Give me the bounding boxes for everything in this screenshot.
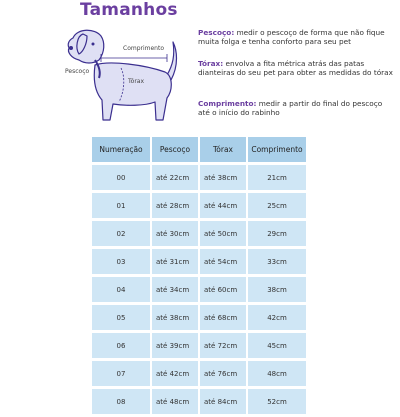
cell-pescoco: até 39cm	[152, 333, 198, 358]
cell-numeracao: 07	[92, 361, 150, 386]
label-comprimento: Comprimento	[123, 45, 165, 52]
cell-torax: até 54cm	[200, 249, 246, 274]
table-row	[92, 249, 306, 274]
header-pescoco: Pescoço	[152, 137, 198, 162]
table-row	[92, 333, 306, 358]
label-torax: Tórax	[128, 78, 145, 85]
table-row	[92, 305, 306, 330]
cell-comprimento: 33cm	[248, 249, 306, 274]
cell-torax: até 50cm	[200, 221, 246, 246]
cell-torax: até 84cm	[200, 389, 246, 414]
page-title: Tamanhos	[80, 0, 178, 20]
size-table	[92, 137, 306, 417]
cell-numeracao: 03	[92, 249, 150, 274]
header-torax: Tórax	[200, 137, 246, 162]
cell-numeracao: 02	[92, 221, 150, 246]
dog-illustration	[55, 20, 190, 135]
cell-comprimento: 21cm	[248, 165, 306, 190]
header-numeracao: Numeração	[92, 137, 150, 162]
cell-pescoco: até 42cm	[152, 361, 198, 386]
text-comprimento: medir a partir do final do pescoço até o início do rabinho	[198, 99, 383, 118]
cell-pescoco: até 38cm	[152, 305, 198, 330]
cell-pescoco: até 22cm	[152, 165, 198, 190]
table-row	[92, 361, 306, 386]
table-row	[92, 389, 306, 414]
table-row	[92, 165, 306, 190]
table-row	[92, 221, 306, 246]
cell-torax: até 76cm	[200, 361, 246, 386]
cell-pescoco: até 34cm	[152, 277, 198, 302]
cell-torax: até 44cm	[200, 193, 246, 218]
cell-numeracao: 06	[92, 333, 150, 358]
cell-torax: até 72cm	[200, 333, 246, 358]
table-row	[92, 277, 306, 302]
text-pescoco: medir o pescoço de forma que não fique muita folga e tenha conforto para seu pet	[198, 28, 385, 47]
cell-pescoco: até 31cm	[152, 249, 198, 274]
cell-comprimento: 45cm	[248, 333, 306, 358]
cell-comprimento: 25cm	[248, 193, 306, 218]
cell-pescoco: até 28cm	[152, 193, 198, 218]
cell-torax: até 60cm	[200, 277, 246, 302]
cell-pescoco: até 30cm	[152, 221, 198, 246]
label-pescoco: Pescoço	[65, 68, 90, 75]
header-comprimento: Comprimento	[248, 137, 306, 162]
term-torax: Tórax:	[198, 59, 224, 68]
description-torax	[198, 59, 396, 78]
cell-numeracao: 08	[92, 389, 150, 414]
cell-numeracao: 01	[92, 193, 150, 218]
description-comprimento	[198, 99, 396, 118]
table-body	[92, 165, 306, 414]
cell-numeracao: 00	[92, 165, 150, 190]
cell-pescoco: até 48cm	[152, 389, 198, 414]
cell-torax: até 38cm	[200, 165, 246, 190]
cell-numeracao: 04	[92, 277, 150, 302]
term-pescoco: Pescoço:	[198, 28, 235, 37]
cell-comprimento: 52cm	[248, 389, 306, 414]
term-comprimento: Comprimento:	[198, 99, 257, 108]
cell-comprimento: 29cm	[248, 221, 306, 246]
cell-comprimento: 38cm	[248, 277, 306, 302]
dog-measurement-diagram	[55, 20, 190, 135]
table-row	[92, 193, 306, 218]
cell-comprimento: 48cm	[248, 361, 306, 386]
cell-numeracao: 05	[92, 305, 150, 330]
text-torax: envolva a fita métrica atrás das patas dianteiras do seu pet para obter as medidas do tórax	[198, 59, 393, 78]
cell-torax: até 68cm	[200, 305, 246, 330]
description-pescoco	[198, 28, 396, 47]
cell-comprimento: 42cm	[248, 305, 306, 330]
table-header-row	[92, 137, 306, 162]
